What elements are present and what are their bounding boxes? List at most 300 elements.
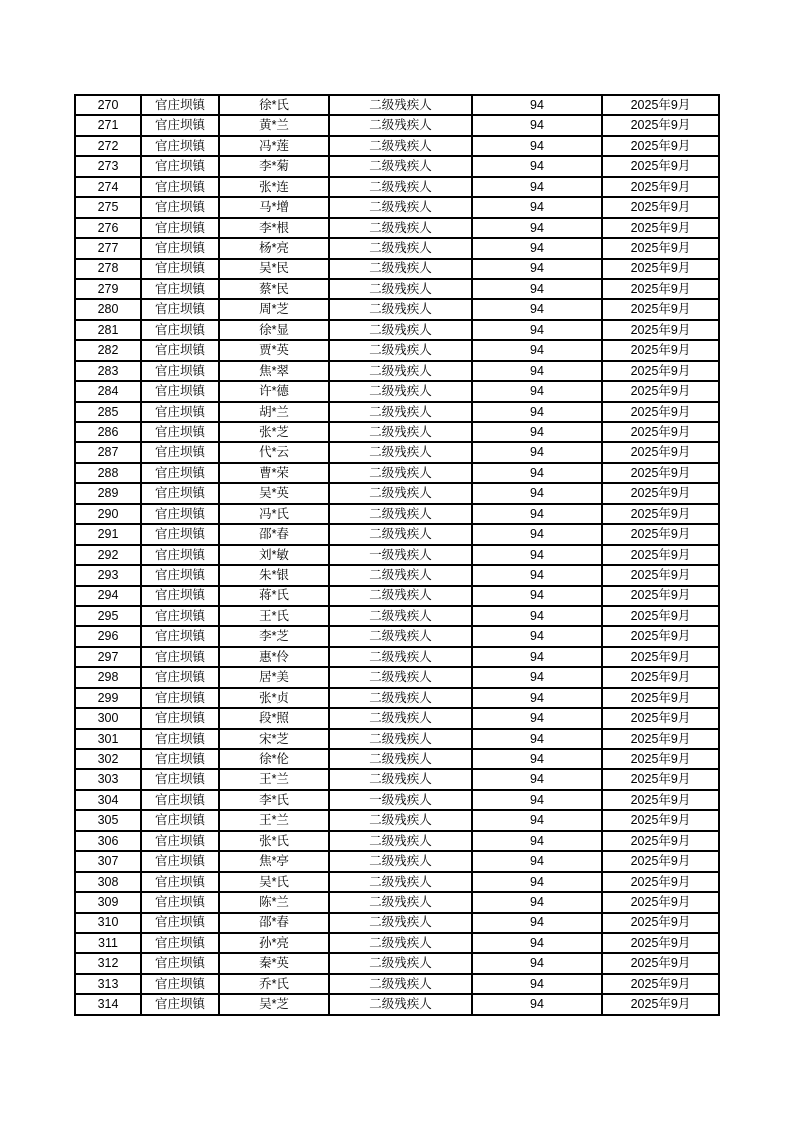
cell-month: 2025年9月 [602, 299, 719, 319]
cell-town: 官庄坝镇 [141, 688, 219, 708]
cell-masked-name: 惠*伶 [219, 647, 329, 667]
cell-disability-category: 二级残疾人 [329, 810, 472, 830]
cell-serial-number: 303 [75, 769, 141, 789]
cell-serial-number: 310 [75, 913, 141, 933]
table-row [75, 606, 719, 626]
table-row [75, 831, 719, 851]
cell-month: 2025年9月 [602, 994, 719, 1014]
cell-month: 2025年9月 [602, 626, 719, 646]
cell-serial-number: 302 [75, 749, 141, 769]
cell-disability-category: 二级残疾人 [329, 688, 472, 708]
cell-masked-name: 李*菊 [219, 156, 329, 176]
cell-town: 官庄坝镇 [141, 504, 219, 524]
cell-town: 官庄坝镇 [141, 892, 219, 912]
cell-town: 官庄坝镇 [141, 729, 219, 749]
table-row [75, 218, 719, 238]
cell-town: 官庄坝镇 [141, 259, 219, 279]
cell-amount: 94 [472, 545, 602, 565]
cell-disability-category: 二级残疾人 [329, 156, 472, 176]
cell-month: 2025年9月 [602, 504, 719, 524]
cell-disability-category: 二级残疾人 [329, 463, 472, 483]
cell-month: 2025年9月 [602, 831, 719, 851]
cell-disability-category: 二级残疾人 [329, 259, 472, 279]
cell-serial-number: 290 [75, 504, 141, 524]
table-row [75, 136, 719, 156]
cell-month: 2025年9月 [602, 238, 719, 258]
cell-amount: 94 [472, 606, 602, 626]
cell-masked-name: 胡*兰 [219, 402, 329, 422]
cell-town: 官庄坝镇 [141, 647, 219, 667]
cell-disability-category: 二级残疾人 [329, 340, 472, 360]
cell-serial-number: 289 [75, 483, 141, 503]
cell-month: 2025年9月 [602, 810, 719, 830]
cell-masked-name: 黄*兰 [219, 115, 329, 135]
cell-serial-number: 308 [75, 872, 141, 892]
cell-month: 2025年9月 [602, 769, 719, 789]
table-row [75, 504, 719, 524]
cell-masked-name: 李*芝 [219, 626, 329, 646]
cell-amount: 94 [472, 238, 602, 258]
cell-town: 官庄坝镇 [141, 851, 219, 871]
table-row [75, 422, 719, 442]
cell-disability-category: 二级残疾人 [329, 933, 472, 953]
cell-amount: 94 [472, 115, 602, 135]
cell-serial-number: 273 [75, 156, 141, 176]
cell-disability-category: 二级残疾人 [329, 504, 472, 524]
cell-town: 官庄坝镇 [141, 872, 219, 892]
table-row [75, 197, 719, 217]
cell-serial-number: 283 [75, 361, 141, 381]
cell-masked-name: 吴*民 [219, 259, 329, 279]
table-row [75, 340, 719, 360]
cell-month: 2025年9月 [602, 688, 719, 708]
cell-disability-category: 二级残疾人 [329, 218, 472, 238]
cell-month: 2025年9月 [602, 259, 719, 279]
cell-amount: 94 [472, 402, 602, 422]
cell-amount: 94 [472, 626, 602, 646]
cell-town: 官庄坝镇 [141, 667, 219, 687]
cell-month: 2025年9月 [602, 872, 719, 892]
cell-town: 官庄坝镇 [141, 790, 219, 810]
cell-town: 官庄坝镇 [141, 913, 219, 933]
cell-town: 官庄坝镇 [141, 299, 219, 319]
cell-serial-number: 271 [75, 115, 141, 135]
cell-serial-number: 309 [75, 892, 141, 912]
cell-disability-category: 二级残疾人 [329, 953, 472, 973]
cell-amount: 94 [472, 667, 602, 687]
cell-masked-name: 冯*氏 [219, 504, 329, 524]
cell-disability-category: 二级残疾人 [329, 442, 472, 462]
cell-serial-number: 297 [75, 647, 141, 667]
cell-month: 2025年9月 [602, 320, 719, 340]
cell-masked-name: 马*增 [219, 197, 329, 217]
cell-amount: 94 [472, 463, 602, 483]
table-row [75, 565, 719, 585]
table-row [75, 259, 719, 279]
cell-amount: 94 [472, 504, 602, 524]
cell-month: 2025年9月 [602, 953, 719, 973]
cell-town: 官庄坝镇 [141, 422, 219, 442]
cell-disability-category: 二级残疾人 [329, 913, 472, 933]
cell-town: 官庄坝镇 [141, 994, 219, 1014]
cell-serial-number: 281 [75, 320, 141, 340]
cell-masked-name: 李*氏 [219, 790, 329, 810]
table-row [75, 953, 719, 973]
cell-serial-number: 301 [75, 729, 141, 749]
cell-serial-number: 307 [75, 851, 141, 871]
cell-month: 2025年9月 [602, 279, 719, 299]
cell-amount: 94 [472, 769, 602, 789]
cell-serial-number: 294 [75, 586, 141, 606]
cell-serial-number: 311 [75, 933, 141, 953]
cell-disability-category: 一级残疾人 [329, 790, 472, 810]
cell-amount: 94 [472, 790, 602, 810]
table-body [75, 95, 719, 1015]
cell-town: 官庄坝镇 [141, 218, 219, 238]
cell-town: 官庄坝镇 [141, 95, 219, 115]
table-row [75, 299, 719, 319]
cell-masked-name: 王*氏 [219, 606, 329, 626]
table-row [75, 361, 719, 381]
cell-masked-name: 徐*伦 [219, 749, 329, 769]
cell-disability-category: 二级残疾人 [329, 708, 472, 728]
cell-disability-category: 二级残疾人 [329, 95, 472, 115]
cell-masked-name: 邵*春 [219, 524, 329, 544]
cell-serial-number: 270 [75, 95, 141, 115]
cell-amount: 94 [472, 565, 602, 585]
cell-masked-name: 张*芝 [219, 422, 329, 442]
cell-disability-category: 二级残疾人 [329, 872, 472, 892]
table-row [75, 402, 719, 422]
subsidy-table-container [74, 94, 720, 1016]
cell-serial-number: 285 [75, 402, 141, 422]
cell-serial-number: 272 [75, 136, 141, 156]
cell-masked-name: 张*贞 [219, 688, 329, 708]
cell-masked-name: 许*德 [219, 381, 329, 401]
cell-town: 官庄坝镇 [141, 708, 219, 728]
cell-amount: 94 [472, 831, 602, 851]
cell-serial-number: 291 [75, 524, 141, 544]
cell-masked-name: 蒋*氏 [219, 586, 329, 606]
cell-town: 官庄坝镇 [141, 156, 219, 176]
cell-serial-number: 299 [75, 688, 141, 708]
cell-disability-category: 二级残疾人 [329, 279, 472, 299]
cell-masked-name: 孙*亮 [219, 933, 329, 953]
cell-amount: 94 [472, 729, 602, 749]
cell-disability-category: 二级残疾人 [329, 381, 472, 401]
cell-town: 官庄坝镇 [141, 810, 219, 830]
table-row [75, 647, 719, 667]
cell-month: 2025年9月 [602, 708, 719, 728]
cell-serial-number: 274 [75, 177, 141, 197]
cell-town: 官庄坝镇 [141, 749, 219, 769]
cell-amount: 94 [472, 524, 602, 544]
cell-disability-category: 二级残疾人 [329, 729, 472, 749]
cell-town: 官庄坝镇 [141, 769, 219, 789]
cell-masked-name: 刘*敏 [219, 545, 329, 565]
cell-serial-number: 280 [75, 299, 141, 319]
cell-amount: 94 [472, 442, 602, 462]
cell-masked-name: 徐*显 [219, 320, 329, 340]
table-row [75, 688, 719, 708]
cell-serial-number: 279 [75, 279, 141, 299]
table-row [75, 95, 719, 115]
cell-disability-category: 二级残疾人 [329, 626, 472, 646]
cell-serial-number: 300 [75, 708, 141, 728]
table-row [75, 974, 719, 994]
cell-disability-category: 二级残疾人 [329, 974, 472, 994]
cell-town: 官庄坝镇 [141, 524, 219, 544]
cell-serial-number: 295 [75, 606, 141, 626]
cell-masked-name: 冯*莲 [219, 136, 329, 156]
cell-masked-name: 乔*氏 [219, 974, 329, 994]
table-row [75, 177, 719, 197]
cell-disability-category: 一级残疾人 [329, 545, 472, 565]
cell-town: 官庄坝镇 [141, 340, 219, 360]
cell-town: 官庄坝镇 [141, 361, 219, 381]
cell-month: 2025年9月 [602, 647, 719, 667]
cell-amount: 94 [472, 892, 602, 912]
cell-disability-category: 二级残疾人 [329, 483, 472, 503]
cell-masked-name: 周*芝 [219, 299, 329, 319]
cell-masked-name: 李*根 [219, 218, 329, 238]
cell-amount: 94 [472, 156, 602, 176]
cell-masked-name: 陈*兰 [219, 892, 329, 912]
cell-month: 2025年9月 [602, 483, 719, 503]
cell-month: 2025年9月 [602, 545, 719, 565]
table-row [75, 810, 719, 830]
cell-month: 2025年9月 [602, 913, 719, 933]
cell-amount: 94 [472, 953, 602, 973]
cell-masked-name: 代*云 [219, 442, 329, 462]
cell-amount: 94 [472, 279, 602, 299]
cell-disability-category: 二级残疾人 [329, 136, 472, 156]
cell-disability-category: 二级残疾人 [329, 402, 472, 422]
cell-serial-number: 298 [75, 667, 141, 687]
cell-serial-number: 293 [75, 565, 141, 585]
cell-town: 官庄坝镇 [141, 442, 219, 462]
cell-amount: 94 [472, 95, 602, 115]
cell-month: 2025年9月 [602, 136, 719, 156]
cell-masked-name: 焦*亭 [219, 851, 329, 871]
cell-amount: 94 [472, 177, 602, 197]
cell-serial-number: 275 [75, 197, 141, 217]
cell-month: 2025年9月 [602, 606, 719, 626]
table-row [75, 463, 719, 483]
cell-masked-name: 居*美 [219, 667, 329, 687]
cell-town: 官庄坝镇 [141, 238, 219, 258]
cell-masked-name: 王*兰 [219, 769, 329, 789]
cell-masked-name: 贾*英 [219, 340, 329, 360]
cell-month: 2025年9月 [602, 361, 719, 381]
cell-serial-number: 282 [75, 340, 141, 360]
cell-disability-category: 二级残疾人 [329, 565, 472, 585]
cell-town: 官庄坝镇 [141, 463, 219, 483]
cell-disability-category: 二级残疾人 [329, 831, 472, 851]
cell-masked-name: 邵*春 [219, 913, 329, 933]
cell-month: 2025年9月 [602, 790, 719, 810]
cell-month: 2025年9月 [602, 177, 719, 197]
cell-amount: 94 [472, 810, 602, 830]
cell-disability-category: 二级残疾人 [329, 586, 472, 606]
cell-month: 2025年9月 [602, 340, 719, 360]
cell-masked-name: 蔡*民 [219, 279, 329, 299]
cell-town: 官庄坝镇 [141, 115, 219, 135]
cell-masked-name: 宋*芝 [219, 729, 329, 749]
table-row [75, 913, 719, 933]
table-row [75, 749, 719, 769]
cell-amount: 94 [472, 259, 602, 279]
cell-disability-category: 二级残疾人 [329, 994, 472, 1014]
cell-serial-number: 277 [75, 238, 141, 258]
table-row [75, 729, 719, 749]
cell-month: 2025年9月 [602, 524, 719, 544]
cell-serial-number: 313 [75, 974, 141, 994]
cell-amount: 94 [472, 320, 602, 340]
cell-month: 2025年9月 [602, 115, 719, 135]
cell-month: 2025年9月 [602, 463, 719, 483]
table-row [75, 115, 719, 135]
table-row [75, 769, 719, 789]
cell-masked-name: 张*连 [219, 177, 329, 197]
cell-serial-number: 288 [75, 463, 141, 483]
cell-month: 2025年9月 [602, 749, 719, 769]
table-row [75, 156, 719, 176]
cell-disability-category: 二级残疾人 [329, 524, 472, 544]
cell-masked-name: 段*照 [219, 708, 329, 728]
cell-month: 2025年9月 [602, 851, 719, 871]
cell-town: 官庄坝镇 [141, 279, 219, 299]
cell-town: 官庄坝镇 [141, 626, 219, 646]
cell-disability-category: 二级残疾人 [329, 115, 472, 135]
table-row [75, 320, 719, 340]
cell-amount: 94 [472, 708, 602, 728]
cell-disability-category: 二级残疾人 [329, 361, 472, 381]
cell-town: 官庄坝镇 [141, 136, 219, 156]
cell-amount: 94 [472, 381, 602, 401]
cell-masked-name: 吴*氏 [219, 872, 329, 892]
cell-town: 官庄坝镇 [141, 831, 219, 851]
cell-amount: 94 [472, 688, 602, 708]
cell-town: 官庄坝镇 [141, 933, 219, 953]
cell-amount: 94 [472, 340, 602, 360]
table-row [75, 586, 719, 606]
cell-amount: 94 [472, 872, 602, 892]
cell-disability-category: 二级残疾人 [329, 851, 472, 871]
cell-disability-category: 二级残疾人 [329, 197, 472, 217]
table-row [75, 442, 719, 462]
table-row [75, 545, 719, 565]
cell-disability-category: 二级残疾人 [329, 892, 472, 912]
cell-town: 官庄坝镇 [141, 545, 219, 565]
cell-serial-number: 306 [75, 831, 141, 851]
cell-disability-category: 二级残疾人 [329, 667, 472, 687]
table-row [75, 524, 719, 544]
cell-serial-number: 284 [75, 381, 141, 401]
cell-disability-category: 二级残疾人 [329, 647, 472, 667]
cell-amount: 94 [472, 586, 602, 606]
cell-month: 2025年9月 [602, 442, 719, 462]
cell-month: 2025年9月 [602, 197, 719, 217]
table-row [75, 892, 719, 912]
cell-town: 官庄坝镇 [141, 483, 219, 503]
table-row [75, 279, 719, 299]
cell-masked-name: 吴*英 [219, 483, 329, 503]
cell-masked-name: 焦*翠 [219, 361, 329, 381]
cell-amount: 94 [472, 749, 602, 769]
table-row [75, 851, 719, 871]
cell-town: 官庄坝镇 [141, 402, 219, 422]
cell-amount: 94 [472, 851, 602, 871]
cell-masked-name: 杨*亮 [219, 238, 329, 258]
cell-disability-category: 二级残疾人 [329, 606, 472, 626]
cell-serial-number: 305 [75, 810, 141, 830]
cell-town: 官庄坝镇 [141, 320, 219, 340]
cell-amount: 94 [472, 299, 602, 319]
cell-month: 2025年9月 [602, 156, 719, 176]
table-row [75, 238, 719, 258]
cell-serial-number: 276 [75, 218, 141, 238]
table-row [75, 667, 719, 687]
cell-amount: 94 [472, 974, 602, 994]
table-row [75, 381, 719, 401]
cell-disability-category: 二级残疾人 [329, 238, 472, 258]
cell-month: 2025年9月 [602, 892, 719, 912]
cell-town: 官庄坝镇 [141, 606, 219, 626]
cell-town: 官庄坝镇 [141, 953, 219, 973]
cell-month: 2025年9月 [602, 586, 719, 606]
cell-disability-category: 二级残疾人 [329, 320, 472, 340]
cell-masked-name: 吴*芝 [219, 994, 329, 1014]
cell-serial-number: 292 [75, 545, 141, 565]
cell-month: 2025年9月 [602, 667, 719, 687]
cell-town: 官庄坝镇 [141, 381, 219, 401]
table-row [75, 708, 719, 728]
cell-amount: 94 [472, 913, 602, 933]
cell-serial-number: 304 [75, 790, 141, 810]
cell-disability-category: 二级残疾人 [329, 299, 472, 319]
cell-serial-number: 278 [75, 259, 141, 279]
cell-masked-name: 朱*银 [219, 565, 329, 585]
cell-month: 2025年9月 [602, 565, 719, 585]
table-row [75, 933, 719, 953]
cell-month: 2025年9月 [602, 218, 719, 238]
cell-town: 官庄坝镇 [141, 586, 219, 606]
cell-amount: 94 [472, 994, 602, 1014]
cell-town: 官庄坝镇 [141, 197, 219, 217]
cell-amount: 94 [472, 422, 602, 442]
cell-serial-number: 296 [75, 626, 141, 646]
cell-month: 2025年9月 [602, 729, 719, 749]
cell-masked-name: 张*氏 [219, 831, 329, 851]
table-row [75, 994, 719, 1014]
cell-amount: 94 [472, 933, 602, 953]
cell-month: 2025年9月 [602, 974, 719, 994]
cell-month: 2025年9月 [602, 402, 719, 422]
cell-town: 官庄坝镇 [141, 974, 219, 994]
cell-disability-category: 二级残疾人 [329, 177, 472, 197]
table-row [75, 790, 719, 810]
cell-month: 2025年9月 [602, 933, 719, 953]
cell-month: 2025年9月 [602, 381, 719, 401]
cell-disability-category: 二级残疾人 [329, 422, 472, 442]
cell-amount: 94 [472, 647, 602, 667]
cell-month: 2025年9月 [602, 422, 719, 442]
cell-amount: 94 [472, 197, 602, 217]
cell-month: 2025年9月 [602, 95, 719, 115]
cell-serial-number: 286 [75, 422, 141, 442]
table-row [75, 872, 719, 892]
